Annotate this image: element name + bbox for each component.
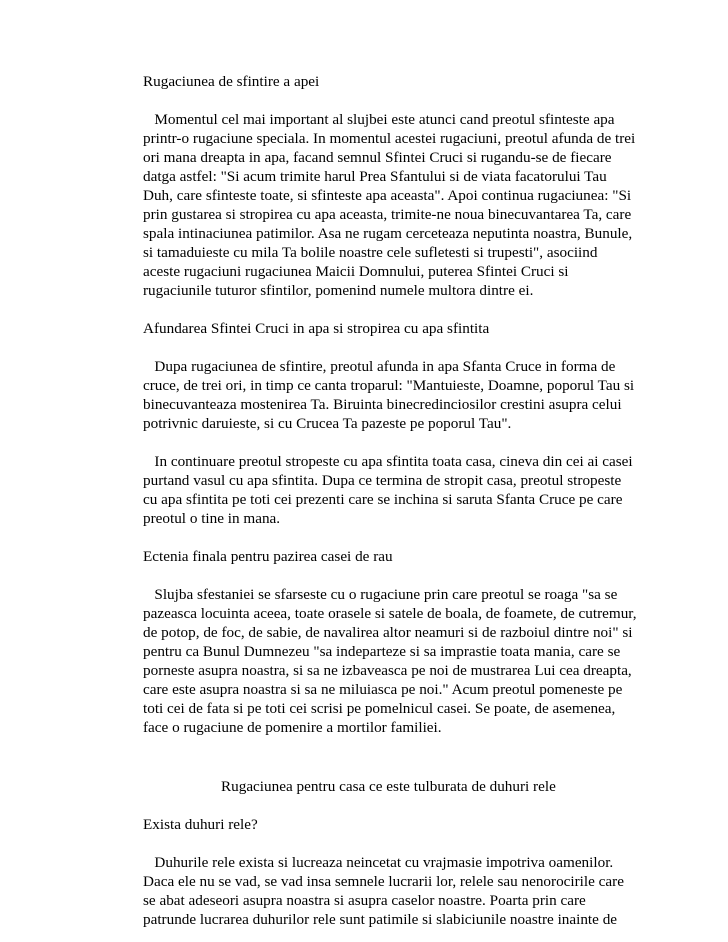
document-page	[143, 72, 643, 929]
text-line: In continuare preotul stropeste cu apa sfintita toata casa, cineva din cei ai casei	[143, 453, 633, 470]
text-line: Momentul cel mai important al slujbei este atunci cand preotul sfinteste apa	[143, 111, 615, 128]
centered-title	[143, 777, 643, 796]
text-line: Exista duhuri rele?	[143, 816, 258, 833]
text-line: ori mana dreapta in apa, facand semnul Sfintei Cruci si rugandu-se de fiecare	[143, 149, 612, 166]
text-line: pazeasca locuinta aceea, toate orasele si satele de boala, de foamete, de cutremur,	[143, 605, 637, 622]
text-line: patrunde lucrarea duhurilor rele sunt patimile si slabiciunile noastre inainte de	[143, 911, 618, 928]
text-line: Slujba sfestaniei se sfarseste cu o rugaciune prin care preotul se roaga "sa se	[143, 586, 618, 603]
paragraph	[143, 585, 643, 737]
text-line: potrivnic daruieste, si cu Crucea Ta pazeste pe poporul Tau".	[143, 415, 512, 432]
paragraph	[143, 110, 643, 300]
text-line: pentru ca Bunul Dumnezeu "sa indeparteze si sa imprastie toata mania, care se	[143, 643, 621, 660]
section-heading	[143, 547, 643, 566]
text-line: binecuvanteaza mostenirea Ta. Biruinta binecredinciosilor crestini asupra celui	[143, 396, 622, 413]
text-line: Daca ele nu se vad, se vad insa semnele lucrarii lor, relele sau nenorocirile care	[143, 873, 624, 890]
text-line: printr-o rugaciune speciala. In momentul acestei rugaciuni, preotul afunda de trei	[143, 130, 636, 147]
text-line: Duhurile rele exista si lucreaza neincetat cu vrajmasie impotriva oamenilor.	[143, 854, 614, 871]
paragraph	[143, 853, 643, 929]
text-line: Ectenia finala pentru pazirea casei de rau	[143, 548, 393, 565]
text-line: rugaciunile tuturor sfintilor, pomenind numele multora dintre ei.	[143, 282, 534, 299]
text-line: purtand vasul cu apa sfintita. Dupa ce termina de stropit casa, preotul stropeste	[143, 472, 622, 489]
paragraph	[143, 357, 643, 433]
text-line: preotul o tine in mana.	[143, 510, 281, 527]
text-line: aceste rugaciuni rugaciunea Maicii Domnului, puterea Sfintei Cruci si	[143, 263, 569, 280]
text-line: cu apa sfintita pe toti cei prezenti care se inchina si saruta Sfanta Cruce pe care	[143, 491, 623, 508]
text-line: se abat adeseori asupra noastra si asupra caselor noastre. Poarta prin care	[143, 892, 586, 909]
text-line: datga astfel: "Si acum trimite harul Prea Sfantului si de viata facatorului Tau	[143, 168, 607, 185]
text-line: prin gustarea si stropirea cu apa aceasta, trimite-ne noua binecuvantarea Ta, care	[143, 206, 632, 223]
section-heading	[143, 319, 643, 338]
text-line: porneste asupra noastra, si sa ne izbaveasca pe noi de mustrarea Lui cea dreapta,	[143, 662, 632, 679]
text-line: de potop, de foc, de sabie, de navalirea altor neamuri si de razboiul dintre noi" si	[143, 624, 633, 641]
section-heading	[143, 815, 643, 834]
text-line: si tamaduieste cu mila Ta bolile noastre cele sufletesti si trupesti", asociind	[143, 244, 598, 261]
text-line: Rugaciunea pentru casa ce este tulburata de duhuri rele	[221, 778, 556, 795]
paragraph	[143, 452, 643, 528]
text-line: face o rugaciune de pomenire a mortilor familiei.	[143, 719, 442, 736]
text-line: Duh, care sfinteste toate, si sfinteste apa aceasta". Apoi continua rugaciunea: "Si	[143, 187, 632, 204]
text-line: Rugaciunea de sfintire a apei	[143, 73, 320, 90]
text-line: Dupa rugaciunea de sfintire, preotul afunda in apa Sfanta Cruce in forma de	[143, 358, 616, 375]
text-line: cruce, de trei ori, in timp ce canta troparul: "Mantuieste, Doamne, poporul Tau si	[143, 377, 635, 394]
text-line: spala intinaciunea patimilor. Asa ne rugam cerceteaza neputinta noastra, Bunule,	[143, 225, 633, 242]
text-line: care este asupra noastra si sa ne miluiasca pe noi." Acum preotul pomeneste pe	[143, 681, 623, 698]
text-line: toti cei de fata si pe toti cei scrisi pe pomelnicul casei. Se poate, de asemenea,	[143, 700, 616, 717]
text-line: Afundarea Sfintei Cruci in apa si stropirea cu apa sfintita	[143, 320, 490, 337]
section-heading	[143, 72, 643, 91]
